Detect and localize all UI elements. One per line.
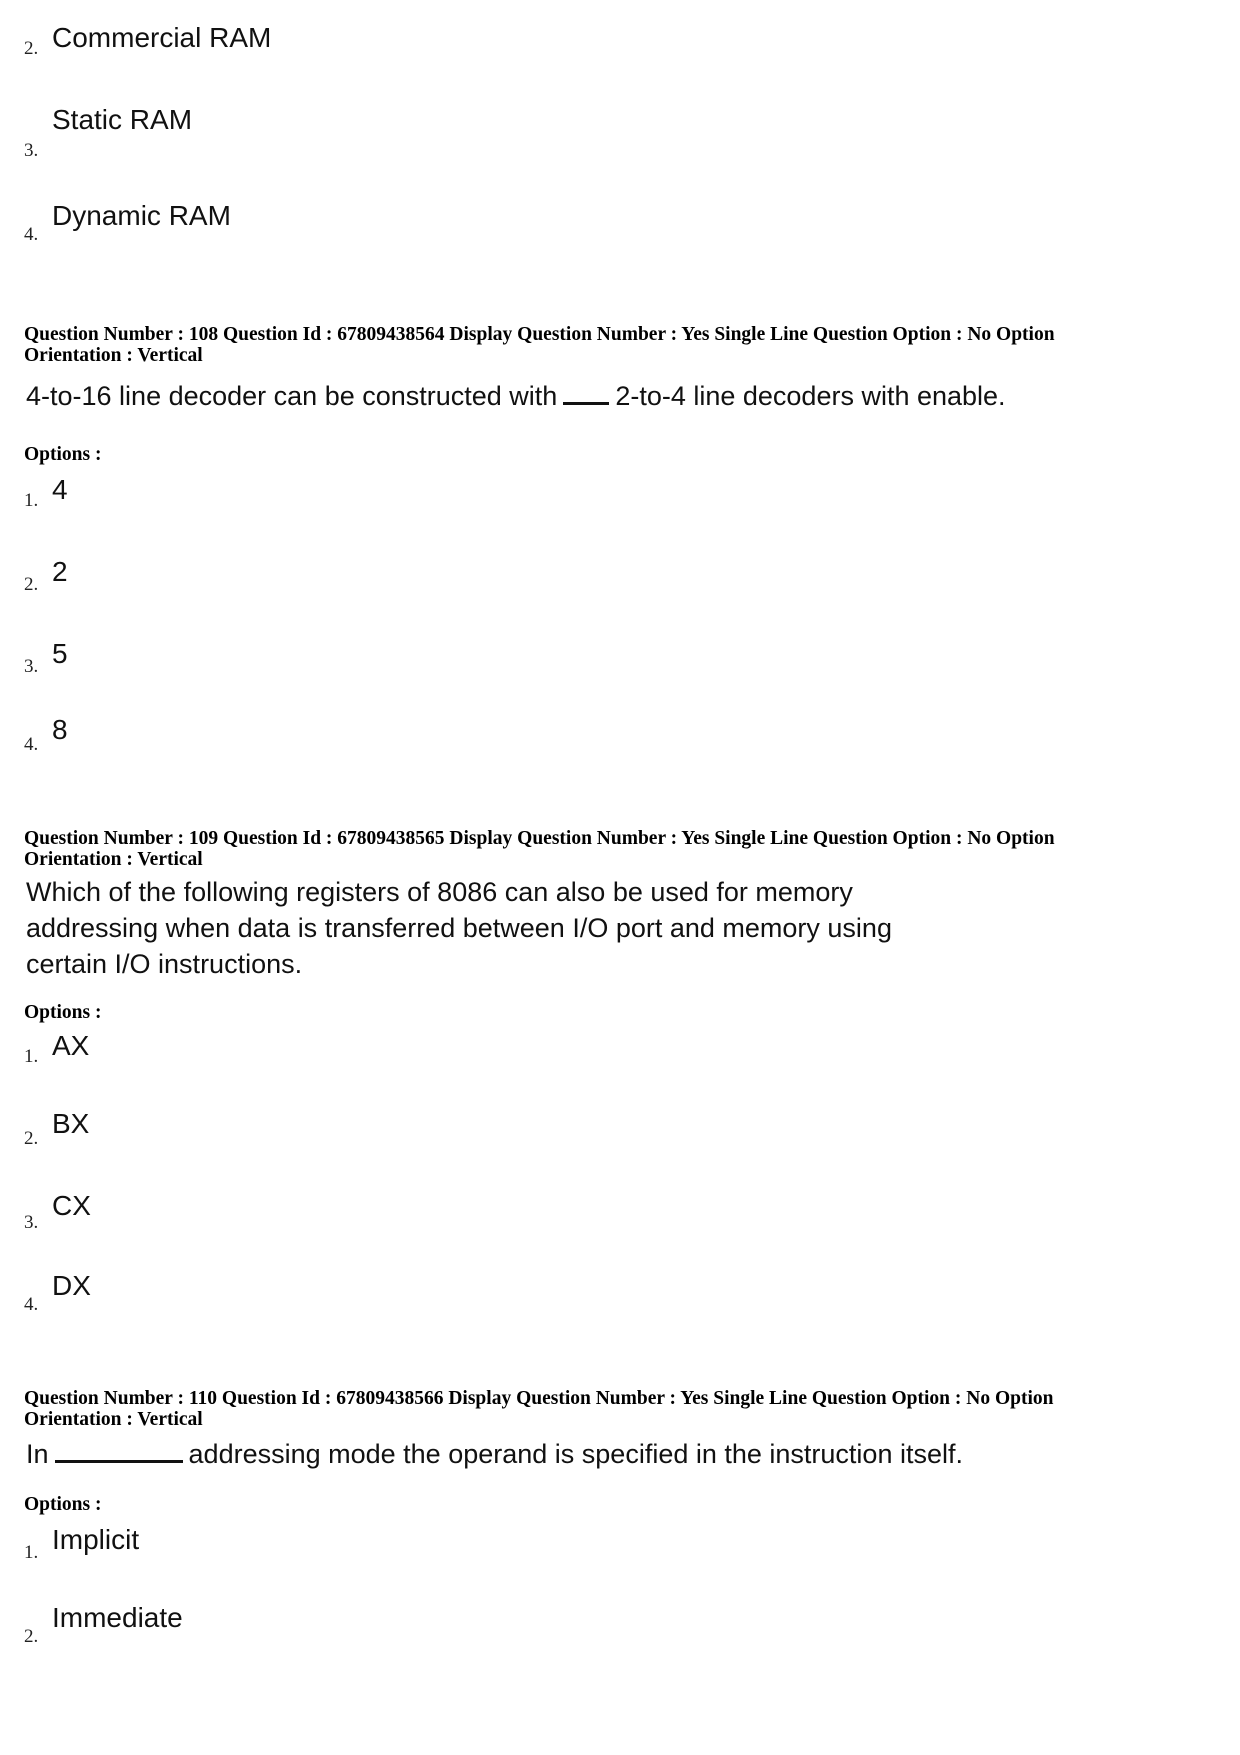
option-number: 2. <box>24 38 39 59</box>
question-110-text <box>26 1436 963 1472</box>
question-109-text <box>26 874 892 982</box>
options-label: Options : <box>24 1002 102 1023</box>
question-meta-line: Orientation : Vertical <box>24 1409 203 1430</box>
question-108-text <box>26 378 1006 414</box>
option-text: 5 <box>52 638 68 669</box>
question-110-meta <box>24 1388 1214 1430</box>
question-text-before: In <box>26 1439 49 1469</box>
option-text: AX <box>52 1030 90 1061</box>
question-text-after: addressing mode the operand is specified in the instruction itself. <box>188 1439 963 1469</box>
option-number: 1. <box>24 490 39 511</box>
option-text: BX <box>52 1108 90 1139</box>
fill-in-blank <box>563 378 609 405</box>
option-text: Commercial RAM <box>52 22 272 53</box>
option-text: Implicit <box>52 1524 140 1555</box>
question-108-meta <box>24 324 1214 366</box>
option-number: 4. <box>24 734 39 755</box>
option-number: 3. <box>24 1212 39 1233</box>
option-text: Immediate <box>52 1602 183 1633</box>
option-text: 2 <box>52 556 68 587</box>
option-number: 4. <box>24 1294 39 1315</box>
option-text: CX <box>52 1190 91 1221</box>
question-meta-line: Orientation : Vertical <box>24 345 203 366</box>
fill-in-blank <box>55 1436 183 1463</box>
option-number: 2. <box>24 1128 39 1149</box>
option-text: Dynamic RAM <box>52 200 231 231</box>
question-text-line: certain I/O instructions. <box>26 949 303 979</box>
options-label: Options : <box>24 444 102 465</box>
option-text: 8 <box>52 714 68 745</box>
question-meta-line: Question Number : 110 Question Id : 67809438566 Display Question Number : Yes Single Line Question Option : No Option <box>24 1388 1054 1409</box>
question-meta-line: Question Number : 108 Question Id : 67809438564 Display Question Number : Yes Single Line Question Option : No Option <box>24 324 1055 345</box>
option-text: DX <box>52 1270 91 1301</box>
option-number: 2. <box>24 574 39 595</box>
option-number: 4. <box>24 224 39 245</box>
option-number: 3. <box>24 140 39 161</box>
option-text: Static RAM <box>52 104 193 135</box>
question-text-after: 2-to-4 line decoders with enable. <box>615 381 1006 411</box>
question-meta-line: Orientation : Vertical <box>24 849 203 870</box>
question-meta-line: Question Number : 109 Question Id : 67809438565 Display Question Number : Yes Single Line Question Option : No Option <box>24 828 1055 849</box>
option-number: 3. <box>24 656 39 677</box>
question-text-line: Which of the following registers of 8086 can also be used for memory <box>26 877 853 907</box>
option-number: 2. <box>24 1626 39 1647</box>
question-109-meta <box>24 828 1214 870</box>
option-number: 1. <box>24 1046 39 1067</box>
question-text-line: addressing when data is transferred between I/O port and memory using <box>26 913 892 943</box>
question-text-before: 4-to-16 line decoder can be constructed with <box>26 381 558 411</box>
option-text: 4 <box>52 474 68 505</box>
options-label: Options : <box>24 1494 102 1515</box>
option-number: 1. <box>24 1542 39 1563</box>
